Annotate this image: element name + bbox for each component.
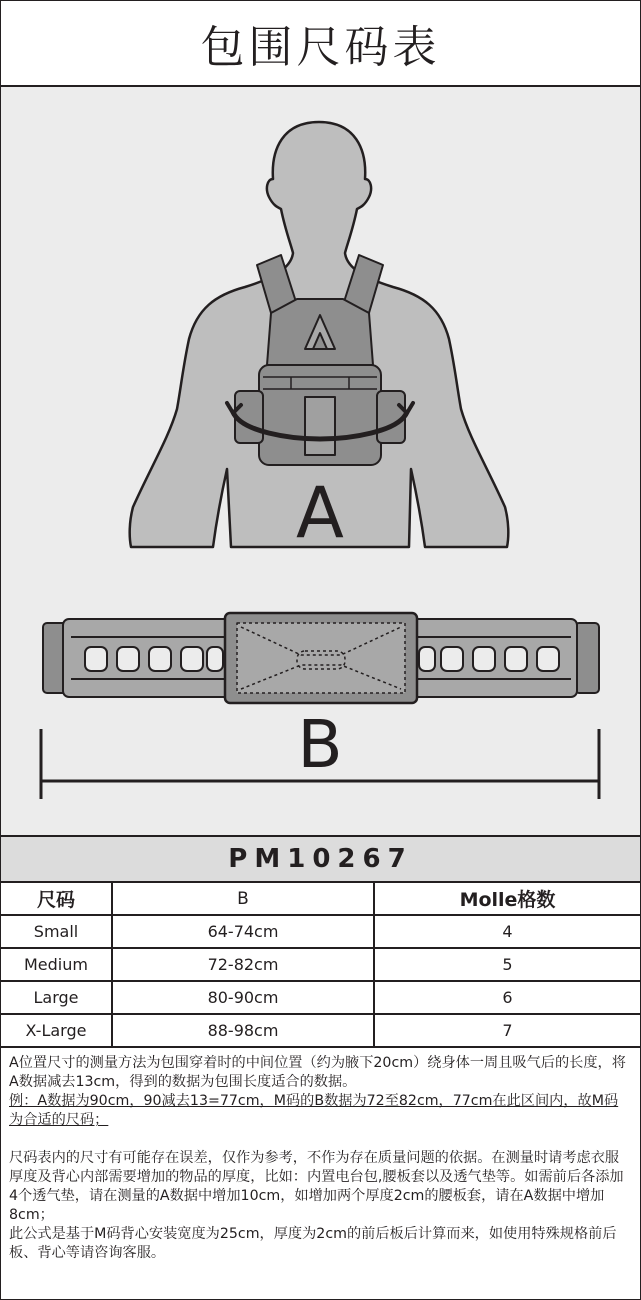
cell-molle: 6 [374, 981, 640, 1014]
note-example: 例：A数据为90cm，90减去13=77cm，M码的B数据为72至82cm，77cm在此区间内，故M码为合适的尺码； [9, 1093, 619, 1128]
cell-b: 80-90cm [112, 981, 374, 1014]
header-b: B [112, 883, 374, 915]
page-title: 包围尺码表 [200, 22, 441, 73]
cell-size: Medium [1, 948, 112, 981]
table-row [1, 981, 640, 1014]
note-measurement-method: A位置尺寸的测量方法为包围穿着时的中间位置（约为腋下20cm）绕身体一周且吸气后的长度，将A数据减去13cm，得到的数据为包围长度适合的数据。 [9, 1055, 626, 1090]
note-disclaimer: 尺码表内的尺寸有可能存在误差，仅作为参考，不作为存在质量问题的依据。在测量时请考虑衣服厚度及背心内部需要增加的物品的厚度，比如：内置电台包,腰板套以及透气垫等。如需前后各添加4个透气垫，请在测量的A数据中增加10cm，如增加两个厚度2cm的腰板套，请在A数据中增加8cm； [9, 1150, 624, 1223]
header-size: 尺码 [1, 883, 112, 915]
label-b: B [297, 706, 343, 783]
cell-size: Small [1, 915, 112, 948]
header-molle: Molle格数 [374, 883, 640, 915]
belt-panel-icon [43, 613, 599, 703]
cell-size: X-Large [1, 1014, 112, 1047]
title-bar [1, 1, 640, 87]
illustration-panel [1, 87, 640, 837]
table-header-row [1, 883, 640, 915]
cell-molle: 7 [374, 1014, 640, 1047]
note-formula-basis: 此公式是基于M码背心安装宽度为25cm，厚度为2cm的前后板后计算而来，如使用特殊规格前后板、背心等请咨询客服。 [9, 1226, 617, 1261]
cell-molle: 4 [374, 915, 640, 948]
notes-section [1, 1048, 640, 1263]
model-number: PM10267 [228, 844, 413, 874]
cell-b: 88-98cm [112, 1014, 374, 1047]
table-row [1, 1014, 640, 1047]
table-row [1, 915, 640, 948]
cell-size: Large [1, 981, 112, 1014]
cell-b: 72-82cm [112, 948, 374, 981]
illustration-svg [1, 87, 640, 835]
cell-b: 64-74cm [112, 915, 374, 948]
model-bar [1, 837, 640, 883]
cell-molle: 5 [374, 948, 640, 981]
label-a: A [296, 472, 344, 554]
table-row [1, 948, 640, 981]
size-table [1, 883, 640, 1048]
